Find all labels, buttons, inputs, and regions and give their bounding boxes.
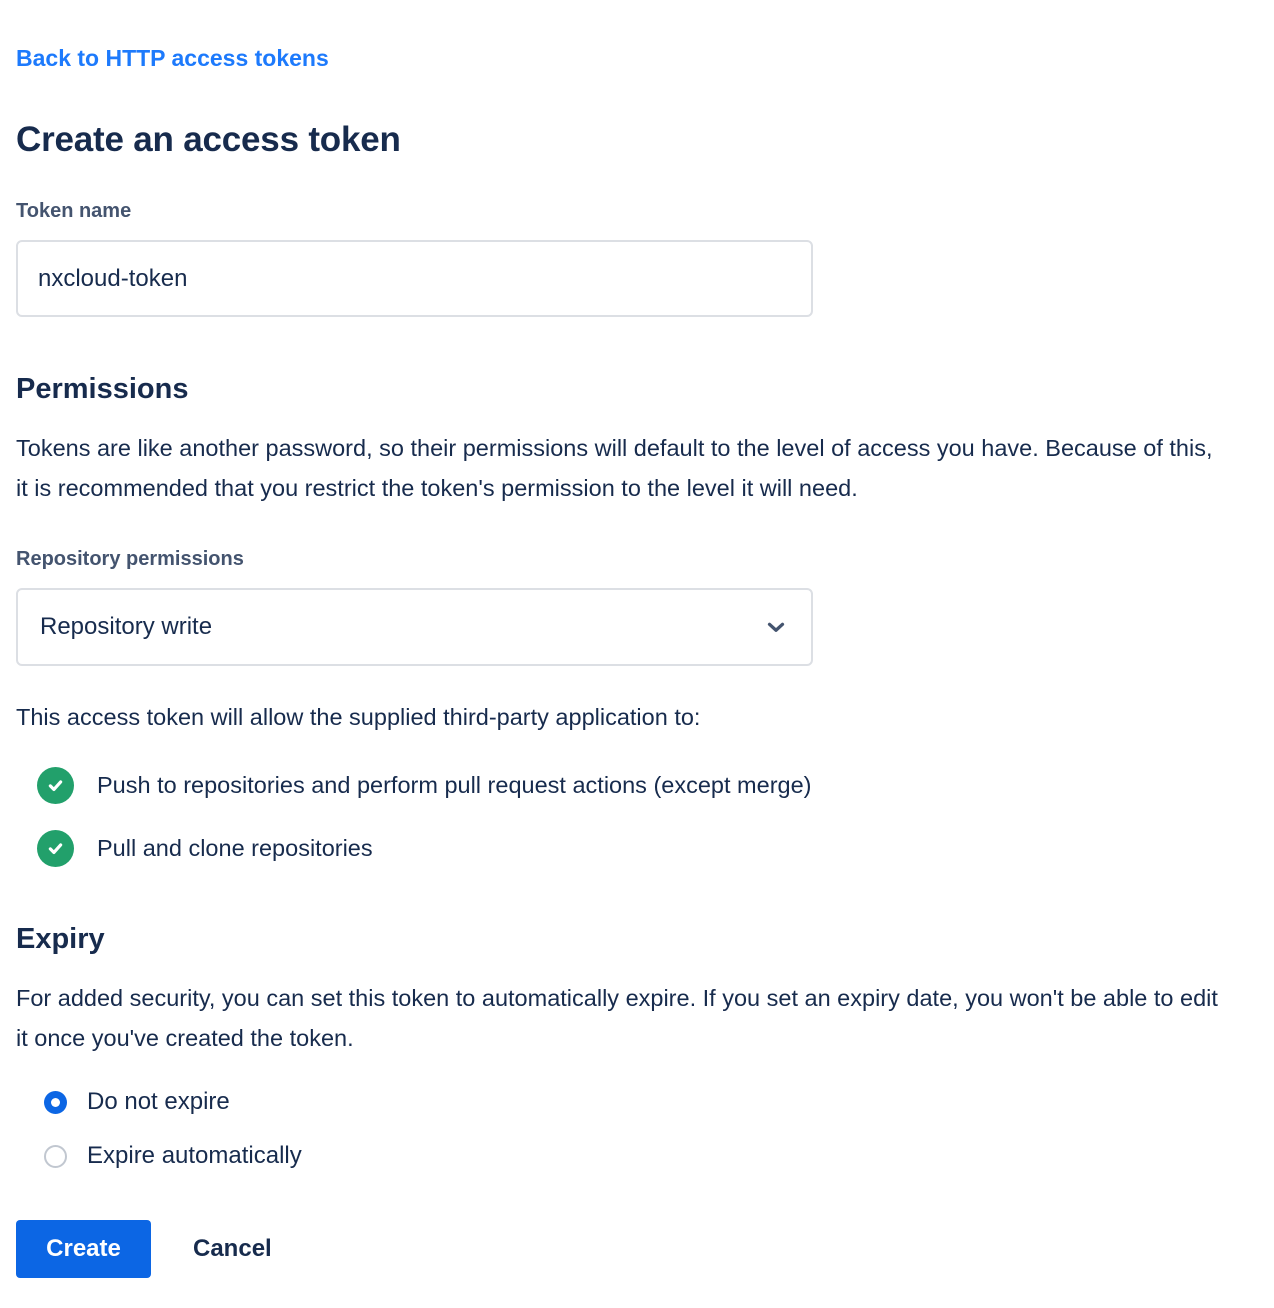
check-circle-icon — [37, 767, 74, 804]
radio-button-icon[interactable] — [44, 1145, 67, 1168]
expiry-description: For added security, you can set this token to automatically expire. If you set an expiry date, you won't be able to edit it once you've created the token. — [16, 985, 1218, 1051]
capability-list — [16, 767, 1258, 867]
back-to-http-access-tokens-link[interactable]: Back to HTTP access tokens — [16, 45, 329, 71]
permissions-heading: Permissions — [16, 373, 189, 405]
expiry-heading: Expiry — [16, 923, 105, 955]
cancel-button[interactable]: Cancel — [193, 1235, 272, 1262]
radio-option-expire-automatically[interactable] — [44, 1142, 1258, 1170]
radio-label: Expire automatically — [87, 1142, 302, 1169]
capability-item — [37, 767, 1258, 804]
token-name-label: Token name — [16, 200, 132, 222]
capability-text: Push to repositories and perform pull request actions (except merge) — [97, 772, 812, 798]
token-name-input[interactable] — [16, 240, 813, 317]
radio-label: Do not expire — [87, 1088, 230, 1115]
page-title: Create an access token — [16, 120, 401, 159]
radio-button-icon[interactable] — [44, 1091, 67, 1114]
repository-permissions-selected-value: Repository write — [40, 613, 213, 640]
create-button[interactable]: Create — [16, 1220, 151, 1278]
repository-permissions-select[interactable] — [16, 588, 813, 666]
token-allow-intro: This access token will allow the supplied third-party application to: — [16, 704, 701, 730]
repository-permissions-label: Repository permissions — [16, 548, 244, 570]
radio-option-do-not-expire[interactable] — [44, 1088, 1258, 1116]
check-circle-icon — [37, 830, 74, 867]
capability-text: Pull and clone repositories — [97, 835, 373, 861]
permissions-description: Tokens are like another password, so their permissions will default to the level of access you have. Because of this, it is recommended that you restrict the token's permission to the level it will need. — [16, 435, 1213, 501]
form-actions — [16, 1220, 1258, 1278]
capability-item — [37, 830, 1258, 867]
chevron-down-icon — [763, 614, 789, 640]
expiry-radio-group — [16, 1088, 1258, 1170]
